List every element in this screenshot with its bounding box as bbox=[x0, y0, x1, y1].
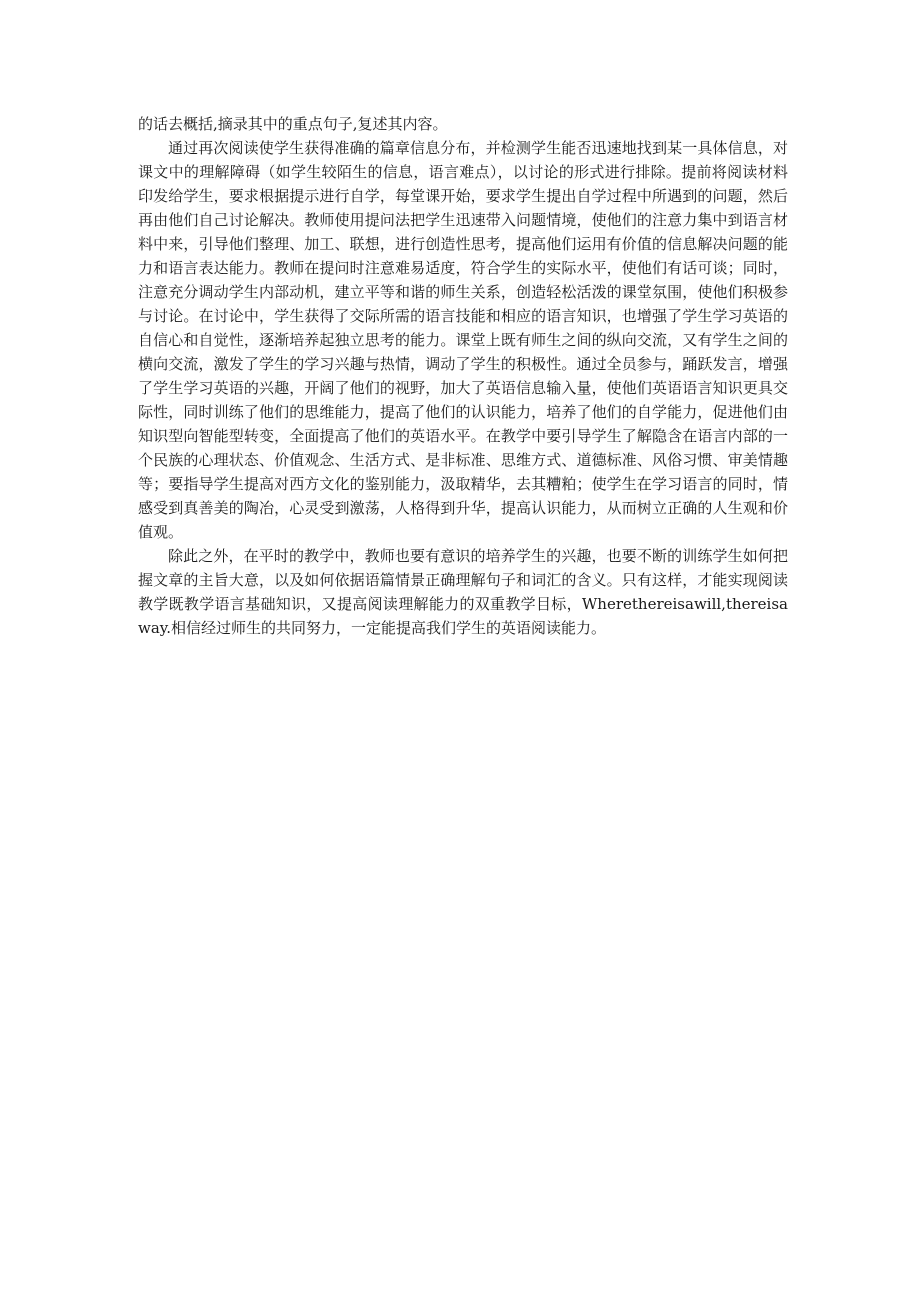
paragraph-conclusion: 除此之外，在平时的教学中，教师也要有意识的培养学生的兴趣，也要不断的训练学生如何把握文章的主旨大意，以及如何依据语篇情景正确理解句子和词汇的含义。只有这样，才能实现阅读教学既教学语言基础知识，又提高阅读理解能力的双重教学目标，Wherethereisawill,thereisaway.相信经过师生的共同努力，一定能提高我们学生的英语阅读能力。 bbox=[138, 547, 788, 637]
paragraph-continuation: 的话去概括,摘录其中的重点句子,复述其内容。 bbox=[138, 115, 448, 133]
paragraph-reading-discussion: 通过再次阅读使学生获得准确的篇章信息分布，并检测学生能否迅速地找到某一具体信息，对课文中的理解障碍（如学生较陌生的信息，语言难点），以讨论的形式进行排除。提前将阅读材料印发给学生，要求根据提示进行自学，每堂课开始，要求学生提出自学过程中所遇到的问题，然后再由他们自己讨论解决。教师使用提问法把学生迅速带入问题情境，使他们的注意力集中到语言材料中来，引导他们整理、加工、联想，进行创造性思考，提高他们运用有价值的信息解决问题的能力和语言表达能力。教师在提问时注意难易适度，符合学生的实际水平，使他们有话可谈；同时，注意充分调动学生内部动机，建立平等和谐的师生关系，创造轻松活泼的课堂氛围，使他们积极参与讨论。在讨论中，学生获得了交际所需的语言技能和相应的语言知识，也增强了学生学习英语的自信心和自觉性，逐渐培养起独立思考的能力。课堂上既有师生之间的纵向交流，又有学生之间的横向交流，激发了学生的学习兴趣与热情，调动了学生的积极性。通过全员参与，踊跃发言，增强了学生学习英语的兴趣，开阔了他们的视野，加大了英语信息输入量，使他们英语语言知识更具交际性，同时训练了他们的思维能力，提高了他们的认识能力，培养了他们的自学能力，促进他们由知识型向智能型转变，全面提高了他们的英语水平。在教学中要引导学生了解隐含在语言内部的一个民族的心理状态、价值观念、生活方式、是非标准、思维方式、道德标准、风俗习惯、审美情趣等；要指导学生提高对西方文化的鉴别能力，汲取精华，去其糟粕；使学生在学习语言的同时，情感受到真善美的陶冶，心灵受到激荡，人格得到升华，提高认识能力，从而树立正确的人生观和价值观。 bbox=[138, 139, 788, 541]
document-page bbox=[138, 112, 788, 640]
